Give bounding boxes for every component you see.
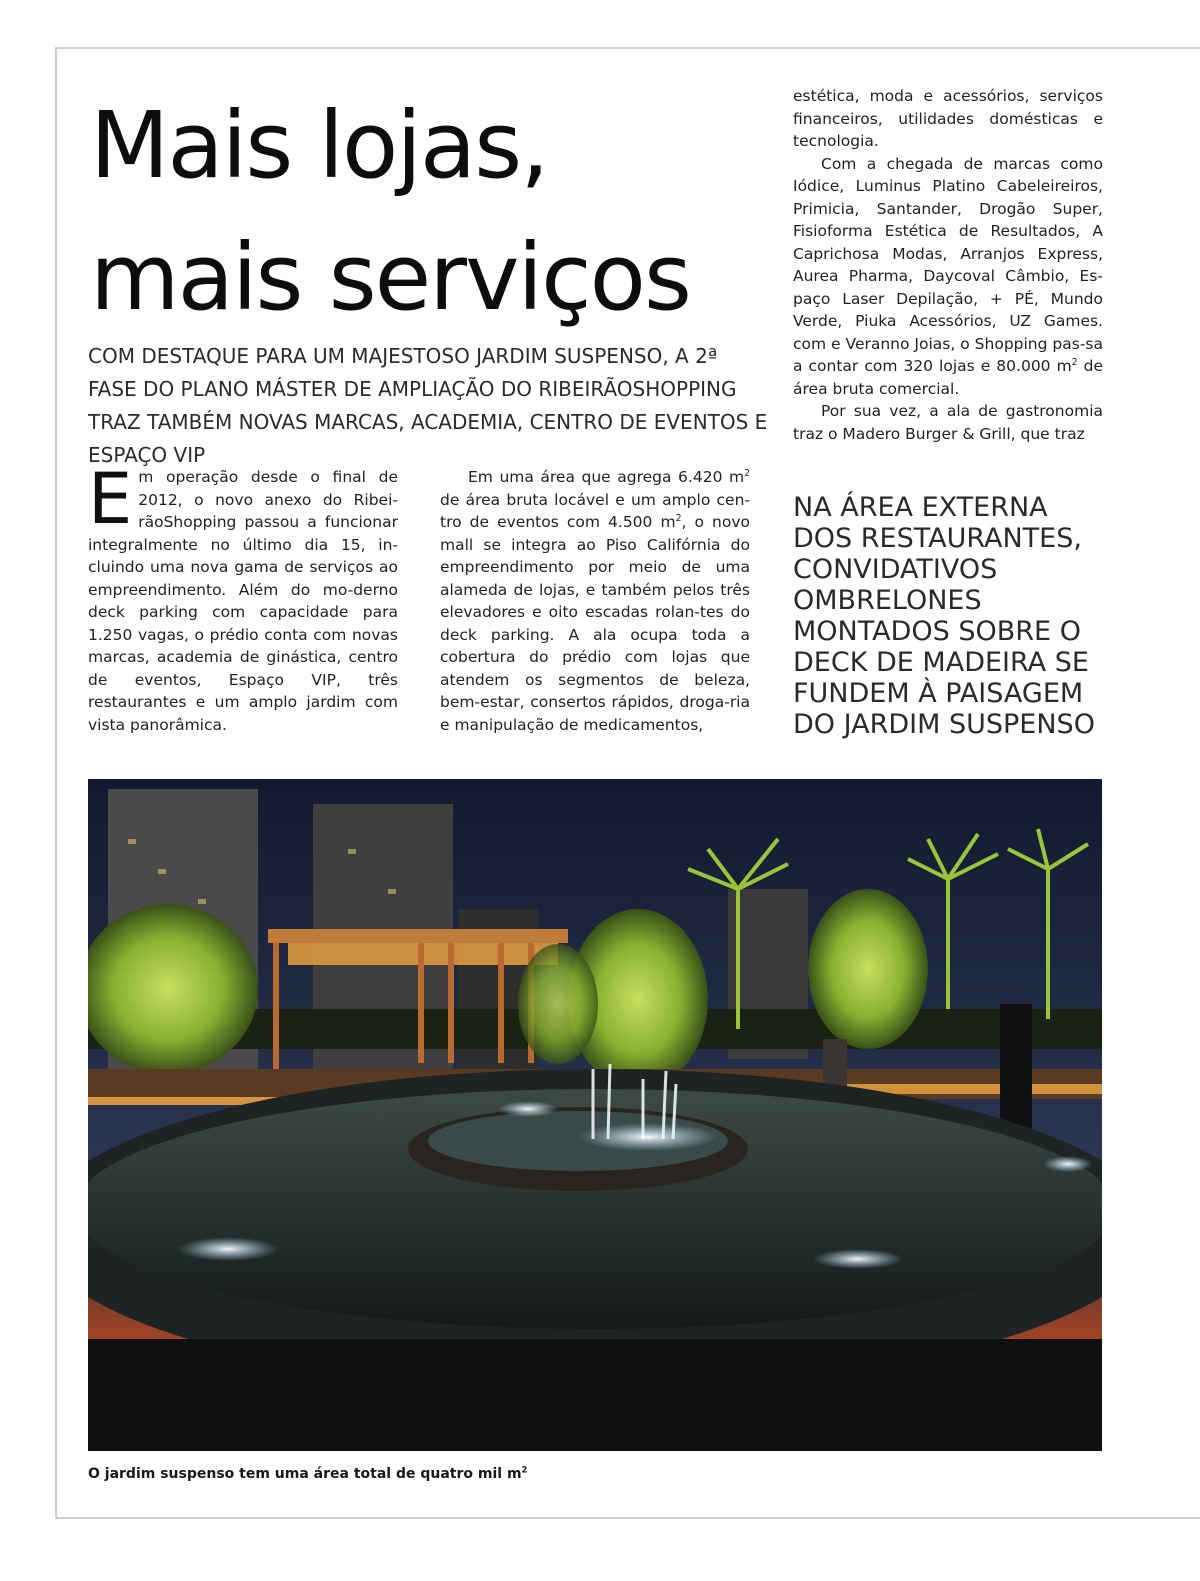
- pool-light: [498, 1101, 558, 1117]
- headline-line-1: Mais lojas,: [90, 92, 548, 199]
- person-silhouette: [1000, 1004, 1032, 1134]
- body-paragraph-1: [88, 458, 398, 736]
- caption-text: O jardim suspenso tem uma área total de quatro mil m: [88, 1466, 522, 1482]
- body-text-segment: de área bruta locável e um amplo cen-tro de eventos com 4.500 m: [440, 490, 750, 531]
- body-column-2: [440, 466, 750, 736]
- superscript: 2: [675, 512, 682, 524]
- headline: [90, 80, 770, 344]
- body-text-segment: de área bruta comercial.: [793, 357, 1103, 398]
- deck-subtitle: COM DESTAQUE PARA UM MAJESTOSO JARDIM SUSPENSO, A 2ª FASE DO PLANO MÁSTER DE AMPLIAÇÃO DO RIBEIRÃOSHOPPING TRAZ TAMBÉM NOVAS MARCAS, ACADEMIA, CENTRO DE EVENTOS E ESPAÇO VIP: [88, 344, 768, 467]
- fountain-glow: [578, 1123, 718, 1151]
- superscript: 2: [521, 1464, 528, 1475]
- pergola-roof: [268, 929, 568, 943]
- body-paragraph-brands: [793, 153, 1103, 401]
- garden-photo-illustration: [88, 779, 1102, 1451]
- body-paragraph-gastronomy: Por sua vez, a ala de gastronomia traz o Madero Burger & Grill, que traz: [793, 402, 1103, 443]
- tree: [518, 944, 598, 1064]
- body-paragraph-2: [440, 466, 750, 736]
- body-column-1: [88, 458, 398, 736]
- body-text-segment: Com a chegada de marcas como Iódice, Luminus Platino Cabeleireiros, Primicia, Santander, Drogão Super, Fisioforma Estética de Resultados, A Caprichosa Modas, Arranjos Express, Aurea Pharma, Daycoval Câmbio, Es-paço Laser Depilação, + PÉ, Mundo Verde, Piuka Acessórios, UZ Games. com e Veranno Joias, o Shopping pas-sa a contar com 320 lojas e 80.000 m: [793, 154, 1103, 375]
- body-text-segment: Em uma área que agrega 6.420 m: [468, 468, 745, 486]
- body-column-3: [793, 85, 1103, 445]
- tree: [808, 889, 928, 1049]
- pool-light: [1043, 1156, 1093, 1172]
- garden-photo: [88, 779, 1102, 1451]
- pool-light: [813, 1249, 903, 1269]
- headline-line-2: mais serviços: [90, 224, 690, 331]
- photo-caption: [88, 1466, 527, 1482]
- pool-light: [178, 1237, 278, 1261]
- superscript: 2: [744, 467, 750, 479]
- drop-cap: E: [88, 458, 133, 540]
- body-text-segment: , o novo mall se integra ao Piso Califórnia do empreendimento por meio de uma alameda de lojas, e também pelos três elevadores e oito escadas rolan-tes do deck parking. A ala ocupa toda a cobertura do prédio com lojas que atendem os segmentos de beleza, bem-estar, consertos rápidos, droga-ria e manipulação de medicamentos,: [440, 513, 750, 734]
- body-paragraph-1-text: m operação desde o final de 2012, o novo anexo do Ribei-rãoShopping passou a funcionar integralmente no último dia 15, in-cluindo uma nova gama de serviços ao empreendimento. Além do mo-derno deck parking com capacidade para 1.250 vagas, o prédio conta com novas marcas, academia de ginástica, centro de eventos, Espaço VIP, três restaurantes e um amplo jardim com vista panorâmica.: [88, 468, 398, 734]
- body-paragraph-continued: estética, moda e acessórios, serviços financeiros, utilidades domésticas e tecnologia.: [793, 87, 1103, 150]
- pull-quote: NA ÁREA EXTERNA DOS RESTAURANTES, CONVIDATIVOS OMBRELONES MONTADOS SOBRE O DECK DE MADEIRA SE FUNDEM À PAISAGEM DO JARDIM SUSPENSO: [793, 492, 1095, 740]
- superscript: 2: [1071, 356, 1078, 368]
- pool-foreground-wall: [88, 1339, 1102, 1451]
